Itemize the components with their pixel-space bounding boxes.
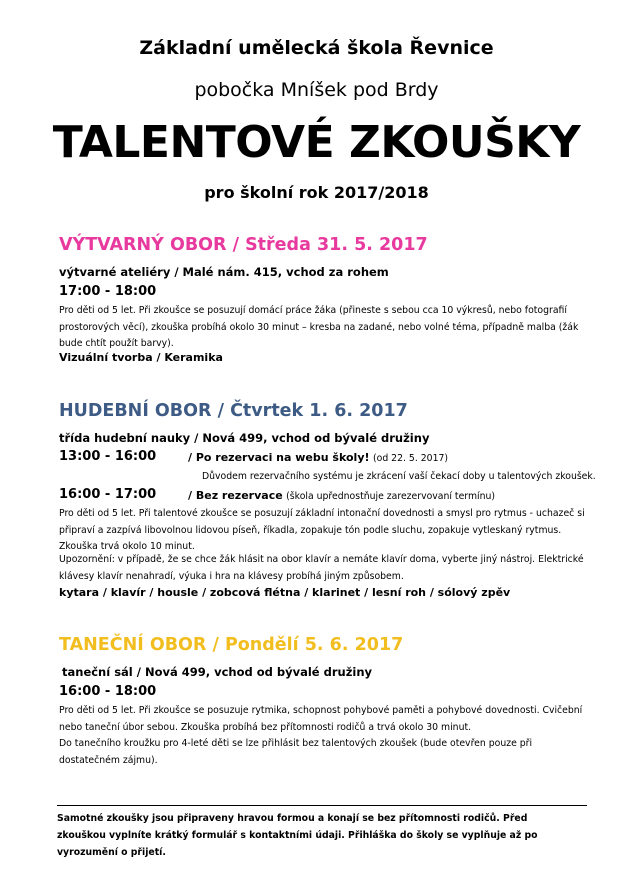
- music-slot-1-label: / Po rezervaci na webu školy!: [188, 451, 370, 464]
- art-subjects: Vizuální tvorba / Keramika: [59, 351, 223, 364]
- art-description: Pro děti od 5 let. Při zkoušce se posuzují domácí práce žáka (přineste s sebou cca 10 výkresů, nebo fotografií prostorových věcí), zkouška probíhá okolo 30 minut – kresba na zadané, nebo volné téma, případně malba (žák bude chtít použít barvy).: [59, 305, 579, 349]
- music-slot-2-info: [188, 489, 495, 502]
- page-title: TALENTOVÉ ZKOUŠKY: [52, 117, 581, 168]
- art-section-title: VÝTVARNÝ OBOR / Středa 31. 5. 2017: [59, 235, 428, 255]
- footer-note: Samotné zkoušky jsou připraveny hravou formou a konají se bez přítomnosti rodičů. Před zkouškou vyplníte krátký formulář s kontaktními údaji. Přihláška do školy se vyplňuje až po vyrozumění o přijetí.: [57, 813, 538, 858]
- art-location: výtvarné ateliéry / Malé nám. 415, vchod za rohem: [59, 265, 389, 279]
- music-slot-1-info: [188, 451, 448, 464]
- school-name: Základní umělecká škola Řevnice: [139, 37, 494, 59]
- footer-divider: [57, 805, 587, 806]
- music-slot-2-note: (škola upřednostňuje zarezervovaní termínu): [286, 491, 495, 502]
- music-description: Pro děti od 5 let. Při talentové zkoušce se posuzují základní intonační dovednosti a smysl pro rytmus - uchazeč si připraví a zazpívá libovolnou lidovou píseň, říkadla, zopakuje tón podle sluchu, zopakuje vytleskaný rytmus. Zkouška trvá okolo 10 minut.: [59, 508, 585, 552]
- music-slot-1-reason: Důvodem rezervačního systému je zkrácení vaší čekací doby u talentových zkoušek.: [202, 471, 596, 482]
- dance-section-title: TANEČNÍ OBOR / Pondělí 5. 6. 2017: [59, 635, 404, 655]
- dance-description-2: Do tanečního kroužku pro 4-leté děti se lze přihlásit bez talentových zkoušek (bude otevřen pouze při dostatečném zájmu).: [59, 738, 533, 766]
- music-time-slot-1: 13:00 - 16:00: [59, 449, 157, 464]
- music-warning: Upozornění: v případě, že se chce žák hlásit na obor klavír a nemáte klavír doma, vyberte jiný nástroj. Elektrické klávesy klavír nenahradí, výuka i hra na klávesy probíhá jiným způsobem.: [59, 554, 584, 582]
- music-slot-2-label: / Bez rezervace: [188, 489, 283, 502]
- art-time: 17:00 - 18:00: [59, 284, 157, 299]
- dance-description: Pro děti od 5 let. Při zkoušce se posuzuje rytmika, schopnost pohybové paměti a pohybové dovednosti. Cvičební nebo taneční úbor sebou. Zkouška probíhá bez přítomnosti rodičů a trvá okolo 30 minut.: [59, 705, 583, 733]
- music-subjects: kytara / klavír / housle / zobcová flétna / klarinet / lesní roh / sólový zpěv: [59, 586, 511, 599]
- dance-location: taneční sál / Nová 499, vchod od bývalé družiny: [62, 665, 373, 679]
- music-section-title: HUDEBNÍ OBOR / Čtvrtek 1. 6. 2017: [59, 401, 408, 421]
- school-year: pro školní rok 2017/2018: [204, 183, 429, 202]
- music-location: třída hudební nauky / Nová 499, vchod od bývalé družiny: [59, 431, 430, 445]
- dance-time: 16:00 - 18:00: [59, 684, 157, 699]
- music-time-slot-2: 16:00 - 17:00: [59, 487, 157, 502]
- music-slot-1-note: (od 22. 5. 2017): [373, 453, 449, 464]
- branch-name: pobočka Mníšek pod Brdy: [194, 79, 439, 101]
